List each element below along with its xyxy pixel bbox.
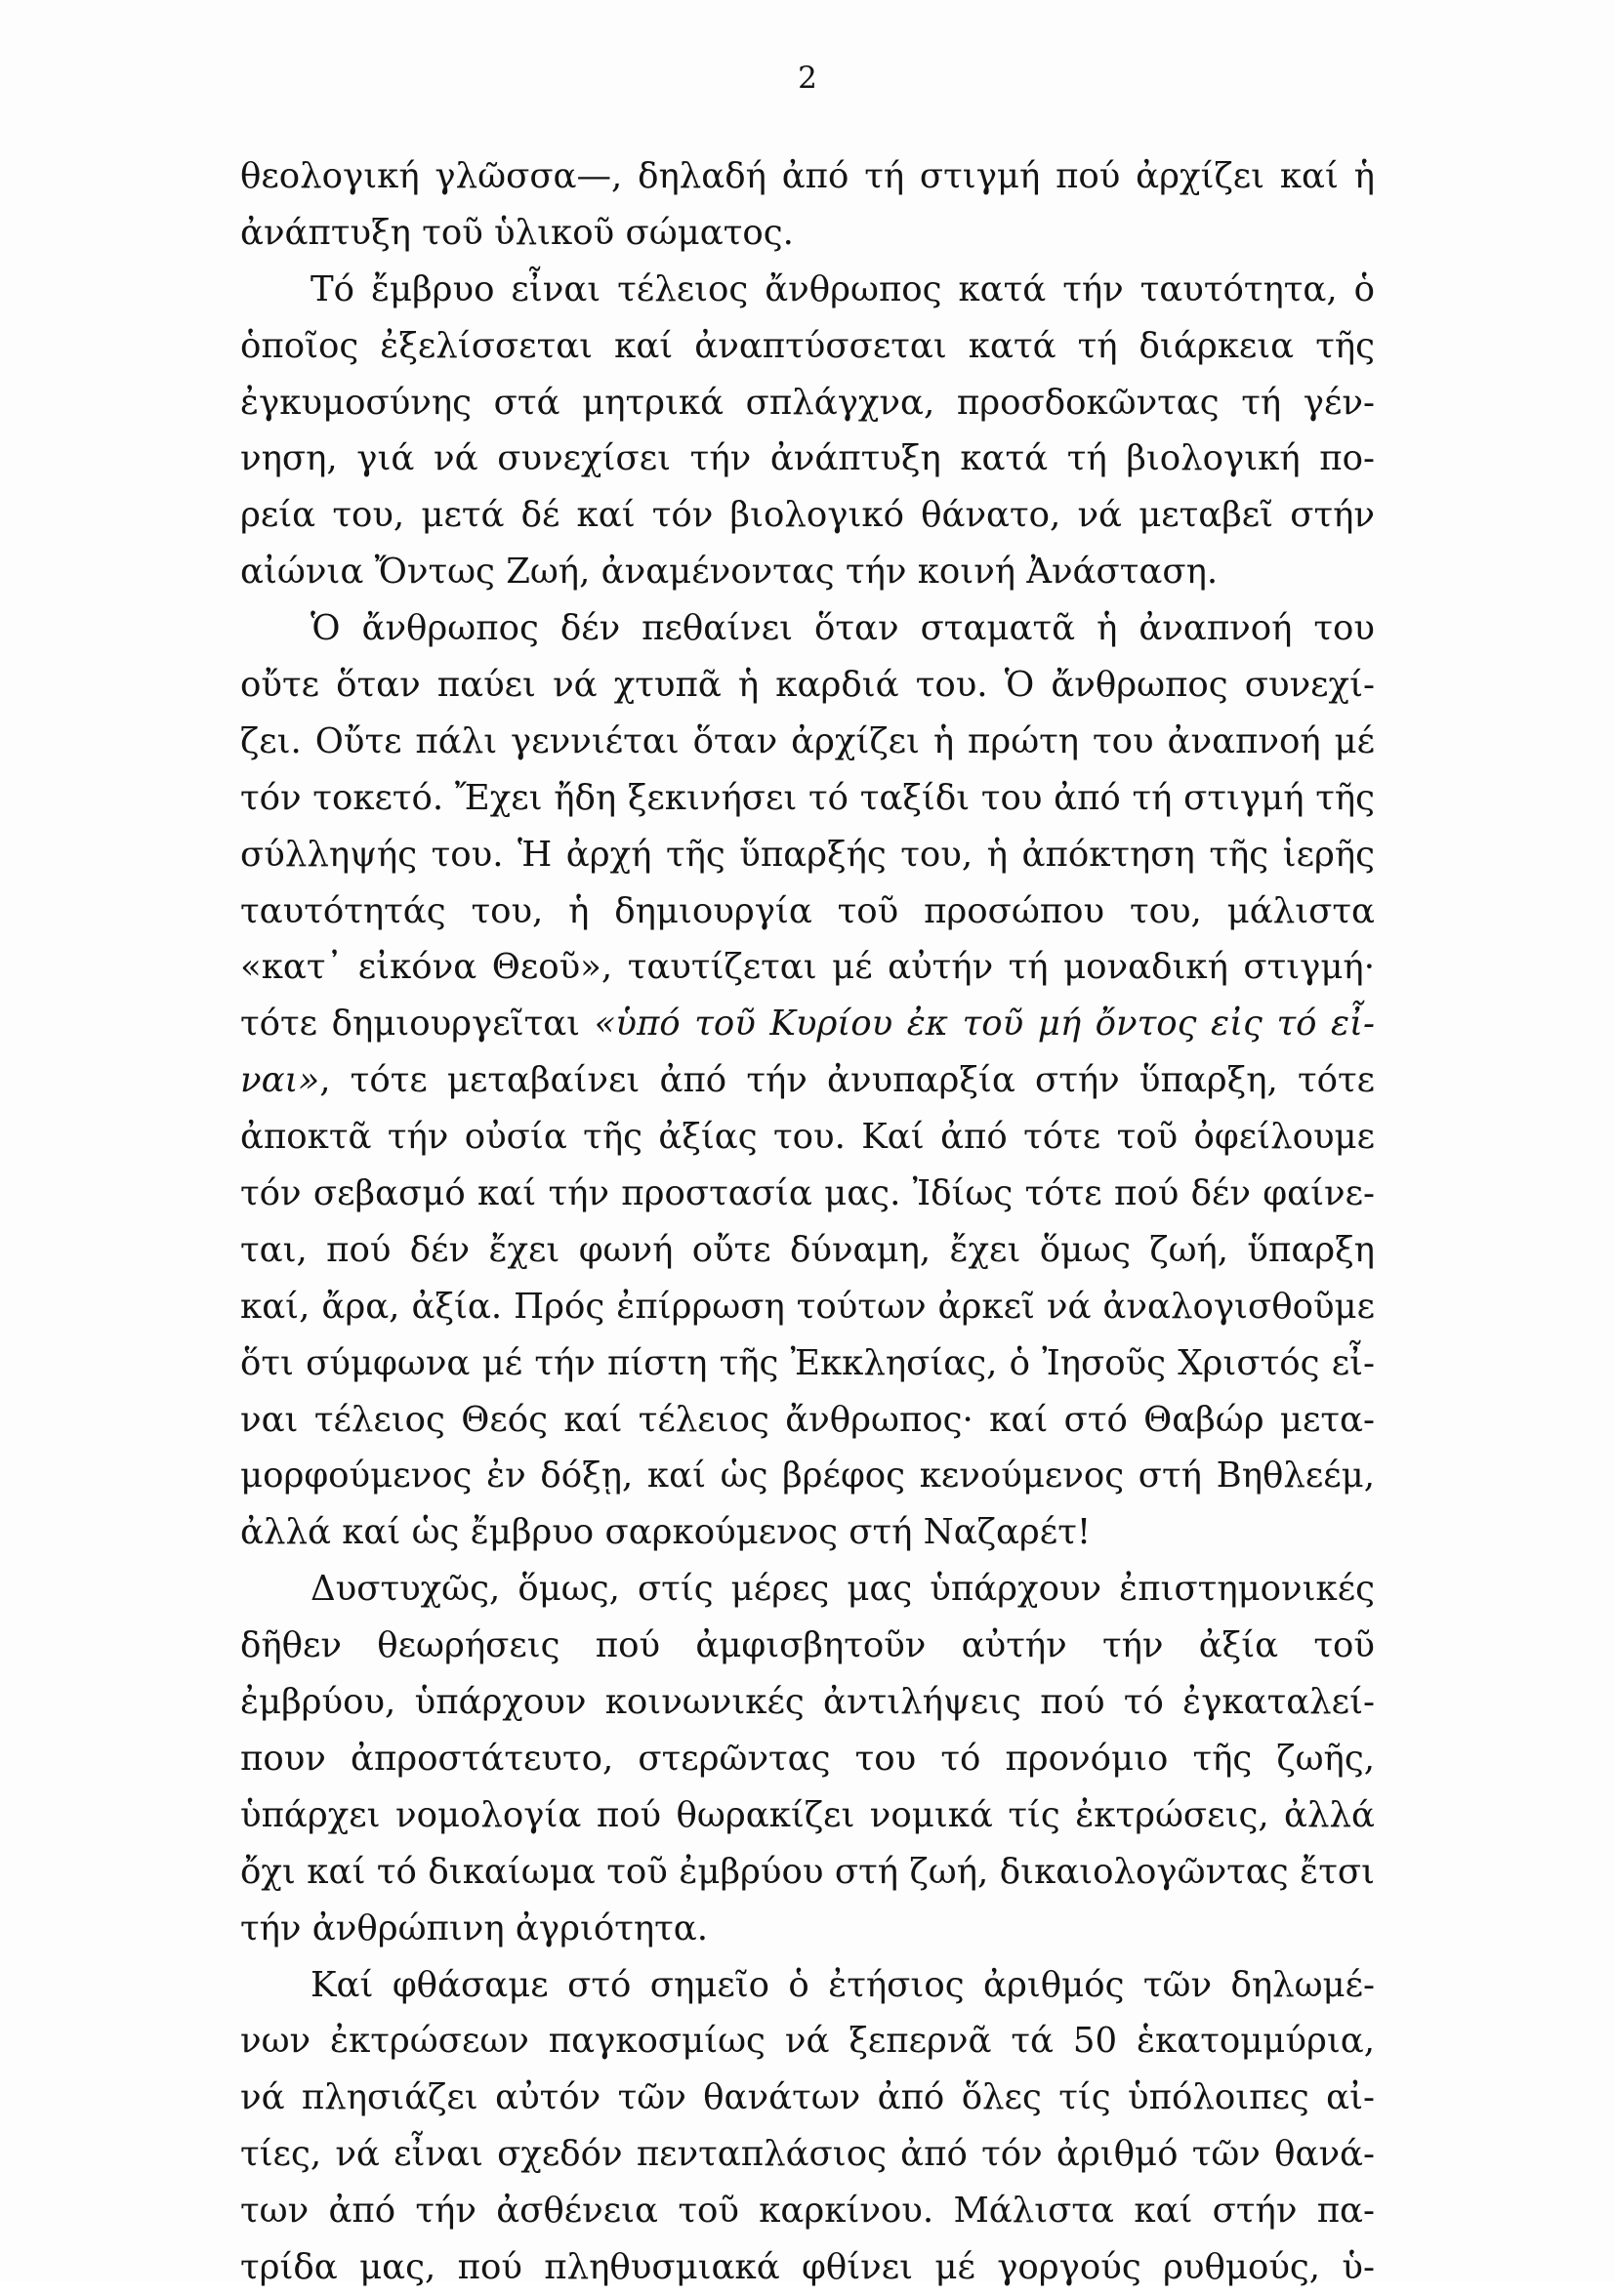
text-line: ὑπάρχει νομολογία πού θωρακίζει νομικά τίς ἐκτρώσεις, ἀλλά <box>240 1794 1375 1835</box>
text-line: ταυτότητάς του, ἡ δημιουργία τοῦ προσώπου του, μάλιστα <box>240 890 1375 931</box>
text-line: δῆθεν θεωρήσεις πού ἀμφισβητοῦν αὐτήν τήν ἀξία τοῦ <box>240 1625 1375 1666</box>
text-segment: τότε δημιουργεῖται <box>240 1004 595 1045</box>
text-line-with-quote <box>240 996 1375 1052</box>
text-line: Καί φθάσαμε στό σημεῖο ὁ ἐτήσιος ἀριθμός τῶν δηλωμέ- <box>311 1964 1375 2005</box>
text-line: τρίδα μας, πού πληθυσμιακά φθίνει μέ γοργούς ρυθμούς, ὑ- <box>240 2246 1375 2287</box>
text-line: πουν ἀπροστάτευτο, στερῶντας του τό προνόμιο τῆς ζωῆς, <box>240 1738 1375 1779</box>
text-line: νων ἐκτρώσεων παγκοσμίως νά ξεπερνᾶ τά 50 ἑκατομμύρια, <box>240 2021 1375 2062</box>
text-line: τόν σεβασμό καί τήν προστασία μας. Ἰδίως τότε πού δέν φαίνε- <box>240 1173 1375 1214</box>
text-line: ἐμβρύου, ὑπάρχουν κοινωνικές ἀντιλήψεις πού τό ἐγκαταλεί- <box>240 1682 1375 1723</box>
text-line: καί, ἄρα, ἀξία. Πρός ἐπίρρωση τούτων ἀρκεῖ νά ἀναλογισθοῦμε <box>240 1286 1375 1327</box>
text-segment: , τότε μεταβαίνει ἀπό τήν ἀνυπαρξία στήν ὕπαρξη, τότε <box>319 1060 1375 1101</box>
text-line: τίες, νά εἶναι σχεδόν πενταπλάσιος ἀπό τόν ἀριθμό τῶν θανά- <box>240 2134 1375 2175</box>
text-line: ὄχι καί τό δικαίωμα τοῦ ἐμβρύου στή ζωή, δικαιολογῶντας ἔτσι <box>240 1851 1375 1892</box>
body-text <box>240 148 1375 2296</box>
text-line: νά πλησιάζει αὐτόν τῶν θανάτων ἀπό ὅλες τίς ὑπόλοιπες αἰ- <box>240 2077 1375 2118</box>
text-line: ζει. Οὔτε πάλι γεννιέται ὅταν ἀρχίζει ἡ πρώτη του ἀναπνοή μέ <box>240 720 1375 761</box>
text-line: ρεία του, μετά δέ καί τόν βιολογικό θάνατο, νά μεταβεῖ στήν <box>240 495 1375 536</box>
text-line: θεολογική γλῶσσα—, δηλαδή ἀπό τή στιγμή πού ἀρχίζει καί ἡ <box>240 156 1375 196</box>
text-line-with-quote <box>240 1052 1375 1109</box>
text-line: ἐγκυμοσύνης στά μητρικά σπλάγχνα, προσδοκῶντας τή γέν- <box>240 382 1375 423</box>
text-line: ἀποκτᾶ τήν οὐσία τῆς ἀξίας του. Καί ἀπό τότε τοῦ ὀφείλουμε <box>240 1117 1375 1158</box>
text-line: ὁποῖος ἐξελίσσεται καί ἀναπτύσσεται κατά τή διάρκεια τῆς <box>240 325 1375 366</box>
text-line: ἀνάπτυξη τοῦ ὑλικοῦ σώματος. <box>240 212 794 253</box>
text-line: ἀλλά καί ὡς ἔμβρυο σαρκούμενος στή Ναζαρέτ! <box>240 1512 1092 1553</box>
page-number: 2 <box>798 61 817 96</box>
text-line: Τό ἔμβρυο εἶναι τέλειος ἄνθρωπος κατά τήν ταυτότητα, ὁ <box>311 268 1375 309</box>
text-line: τήν ἀνθρώπινη ἀγριότητα. <box>240 1907 709 1948</box>
text-line: μορφούμενος ἐν δόξῃ, καί ὡς βρέφος κενούμενος στή Βηθλεέμ, <box>240 1456 1375 1496</box>
text-line: Δυστυχῶς, ὅμως, στίς μέρες μας ὑπάρχουν ἐπιστημονικές <box>311 1569 1375 1610</box>
italic-quote: ναι» <box>240 1060 320 1101</box>
text-line: «κατ᾽ εἰκόνα Θεοῦ», ταυτίζεται μέ αὐτήν τή μοναδική στιγμή· <box>240 947 1375 988</box>
text-line: οὔτε ὅταν παύει νά χτυπᾶ ἡ καρδιά του. Ὁ ἄνθρωπος συνεχί- <box>240 665 1375 706</box>
text-line: αἰώνια Ὄντως Ζωή, ἀναμένοντας τήν κοινή Ἀνάσταση. <box>240 552 1219 593</box>
text-line: σύλληψής του. Ἡ ἀρχή τῆς ὕπαρξής του, ἡ ἀπόκτηση τῆς ἱερῆς <box>240 834 1375 875</box>
text-line: ναι τέλειος Θεός καί τέλειος ἄνθρωπος· καί στό Θαβώρ μετα- <box>240 1399 1375 1440</box>
text-line: νηση, γιά νά συνεχίσει τήν ἀνάπτυξη κατά τή βιολογική πο- <box>240 438 1375 479</box>
text-line: ὅτι σύμφωνα μέ τήν πίστη τῆς Ἐκκλησίας, ὁ Ἰησοῦς Χριστός εἶ- <box>240 1342 1375 1383</box>
text-line: ται, πού δέν ἔχει φωνή οὔτε δύναμη, ἔχει ὅμως ζωή, ὕπαρξη <box>240 1229 1375 1270</box>
text-line: των ἀπό τήν ἀσθένεια τοῦ καρκίνου. Μάλιστα καί στήν πα- <box>240 2191 1375 2232</box>
text-line: Ὁ ἄνθρωπος δέν πεθαίνει ὅταν σταματᾶ ἡ ἀναπνοή του <box>311 608 1375 649</box>
italic-quote: «ὑπό τοῦ Κυρίου ἐκ τοῦ μή ὄντος εἰς τό εἶ- <box>594 1004 1375 1045</box>
text-line: τόν τοκετό. Ἔχει ἤδη ξεκινήσει τό ταξίδι του ἀπό τή στιγμή τῆς <box>240 777 1375 818</box>
